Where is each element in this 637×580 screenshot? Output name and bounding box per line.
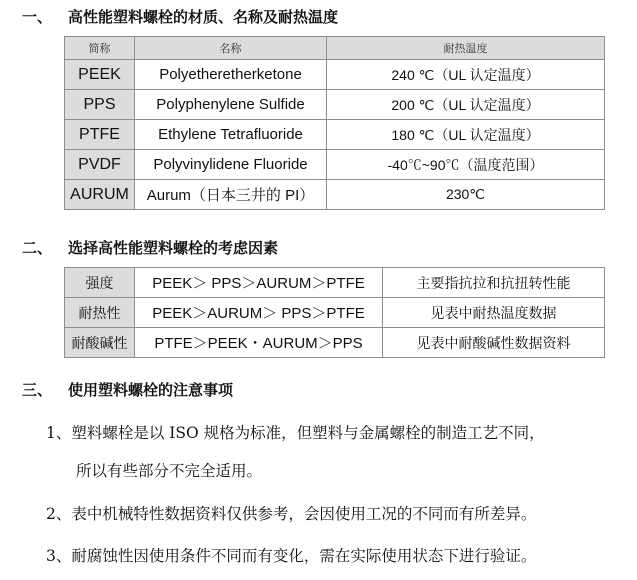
material-temperature: -40℃~90℃（温度范围） [327, 150, 605, 180]
material-temperature: 240 ℃（UL 认定温度） [327, 60, 605, 90]
table-row [65, 268, 605, 298]
material-name: Polyetheretherketone [135, 60, 327, 90]
material-code: PTFE [65, 120, 135, 150]
material-temperature: 180 ℃（UL 认定温度） [327, 120, 605, 150]
factor-label: 耐热性 [65, 298, 135, 328]
table-row [65, 180, 605, 210]
table-row [65, 298, 605, 328]
factor-label: 强度 [65, 268, 135, 298]
section-1-title: 高性能塑料螺栓的材质、名称及耐热温度 [68, 7, 339, 26]
selection-factors-table [64, 267, 605, 358]
table-row [65, 328, 605, 358]
header-abbreviation: 简称 [65, 37, 135, 60]
table-header-row [65, 37, 605, 60]
material-code: PPS [65, 90, 135, 120]
material-temperature: 200 ℃（UL 认定温度） [327, 90, 605, 120]
header-name: 名称 [135, 37, 327, 60]
material-name: Aurum（日本三井的 PI） [135, 180, 327, 210]
section-3-title: 使用塑料螺栓的注意事项 [68, 380, 234, 399]
material-name: Polyphenylene Sulfide [135, 90, 327, 120]
material-code: AURUM [65, 180, 135, 210]
section-1-number: 一、 [22, 7, 53, 26]
factor-note: 见表中耐热温度数据 [383, 298, 605, 328]
note-item-1-continuation: 所以有些部分不完全适用。 [76, 462, 263, 480]
factor-ranking: PEEK＞ PPS＞AURUM＞PTFE [135, 268, 383, 298]
table-row [65, 120, 605, 150]
section-2-number: 二、 [22, 238, 53, 257]
section-3-number: 三、 [22, 380, 53, 399]
table-row [65, 90, 605, 120]
factor-ranking: PEEK＞AURUM＞ PPS＞PTFE [135, 298, 383, 328]
factor-label: 耐酸碱性 [65, 328, 135, 358]
section-2-title: 选择高性能塑料螺栓的考虑因素 [68, 238, 279, 257]
factor-note: 主要指抗拉和抗扭转性能 [383, 268, 605, 298]
factor-note: 见表中耐酸碱性数据资料 [383, 328, 605, 358]
materials-table [64, 36, 605, 210]
table-row [65, 150, 605, 180]
note-item-1: 1、塑料螺栓是以 ISO 规格为标准，但塑料与金属螺栓的制造工艺不同， [46, 424, 545, 442]
header-heat-resistance: 耐热温度 [327, 37, 605, 60]
material-name: Polyvinylidene Fluoride [135, 150, 327, 180]
material-code: PEEK [65, 60, 135, 90]
material-code: PVDF [65, 150, 135, 180]
factor-ranking: PTFE＞PEEK・AURUM＞PPS [135, 328, 383, 358]
material-name: Ethylene Tetrafluoride [135, 120, 327, 150]
note-item-2: 2、表中机械特性数据资料仅供参考，会因使用工况的不同而有所差异。 [46, 505, 537, 523]
material-temperature: 230℃ [327, 180, 605, 210]
note-item-3: 3、耐腐蚀性因使用条件不同而有变化，需在实际使用状态下进行验证。 [46, 547, 537, 565]
table-row [65, 60, 605, 90]
